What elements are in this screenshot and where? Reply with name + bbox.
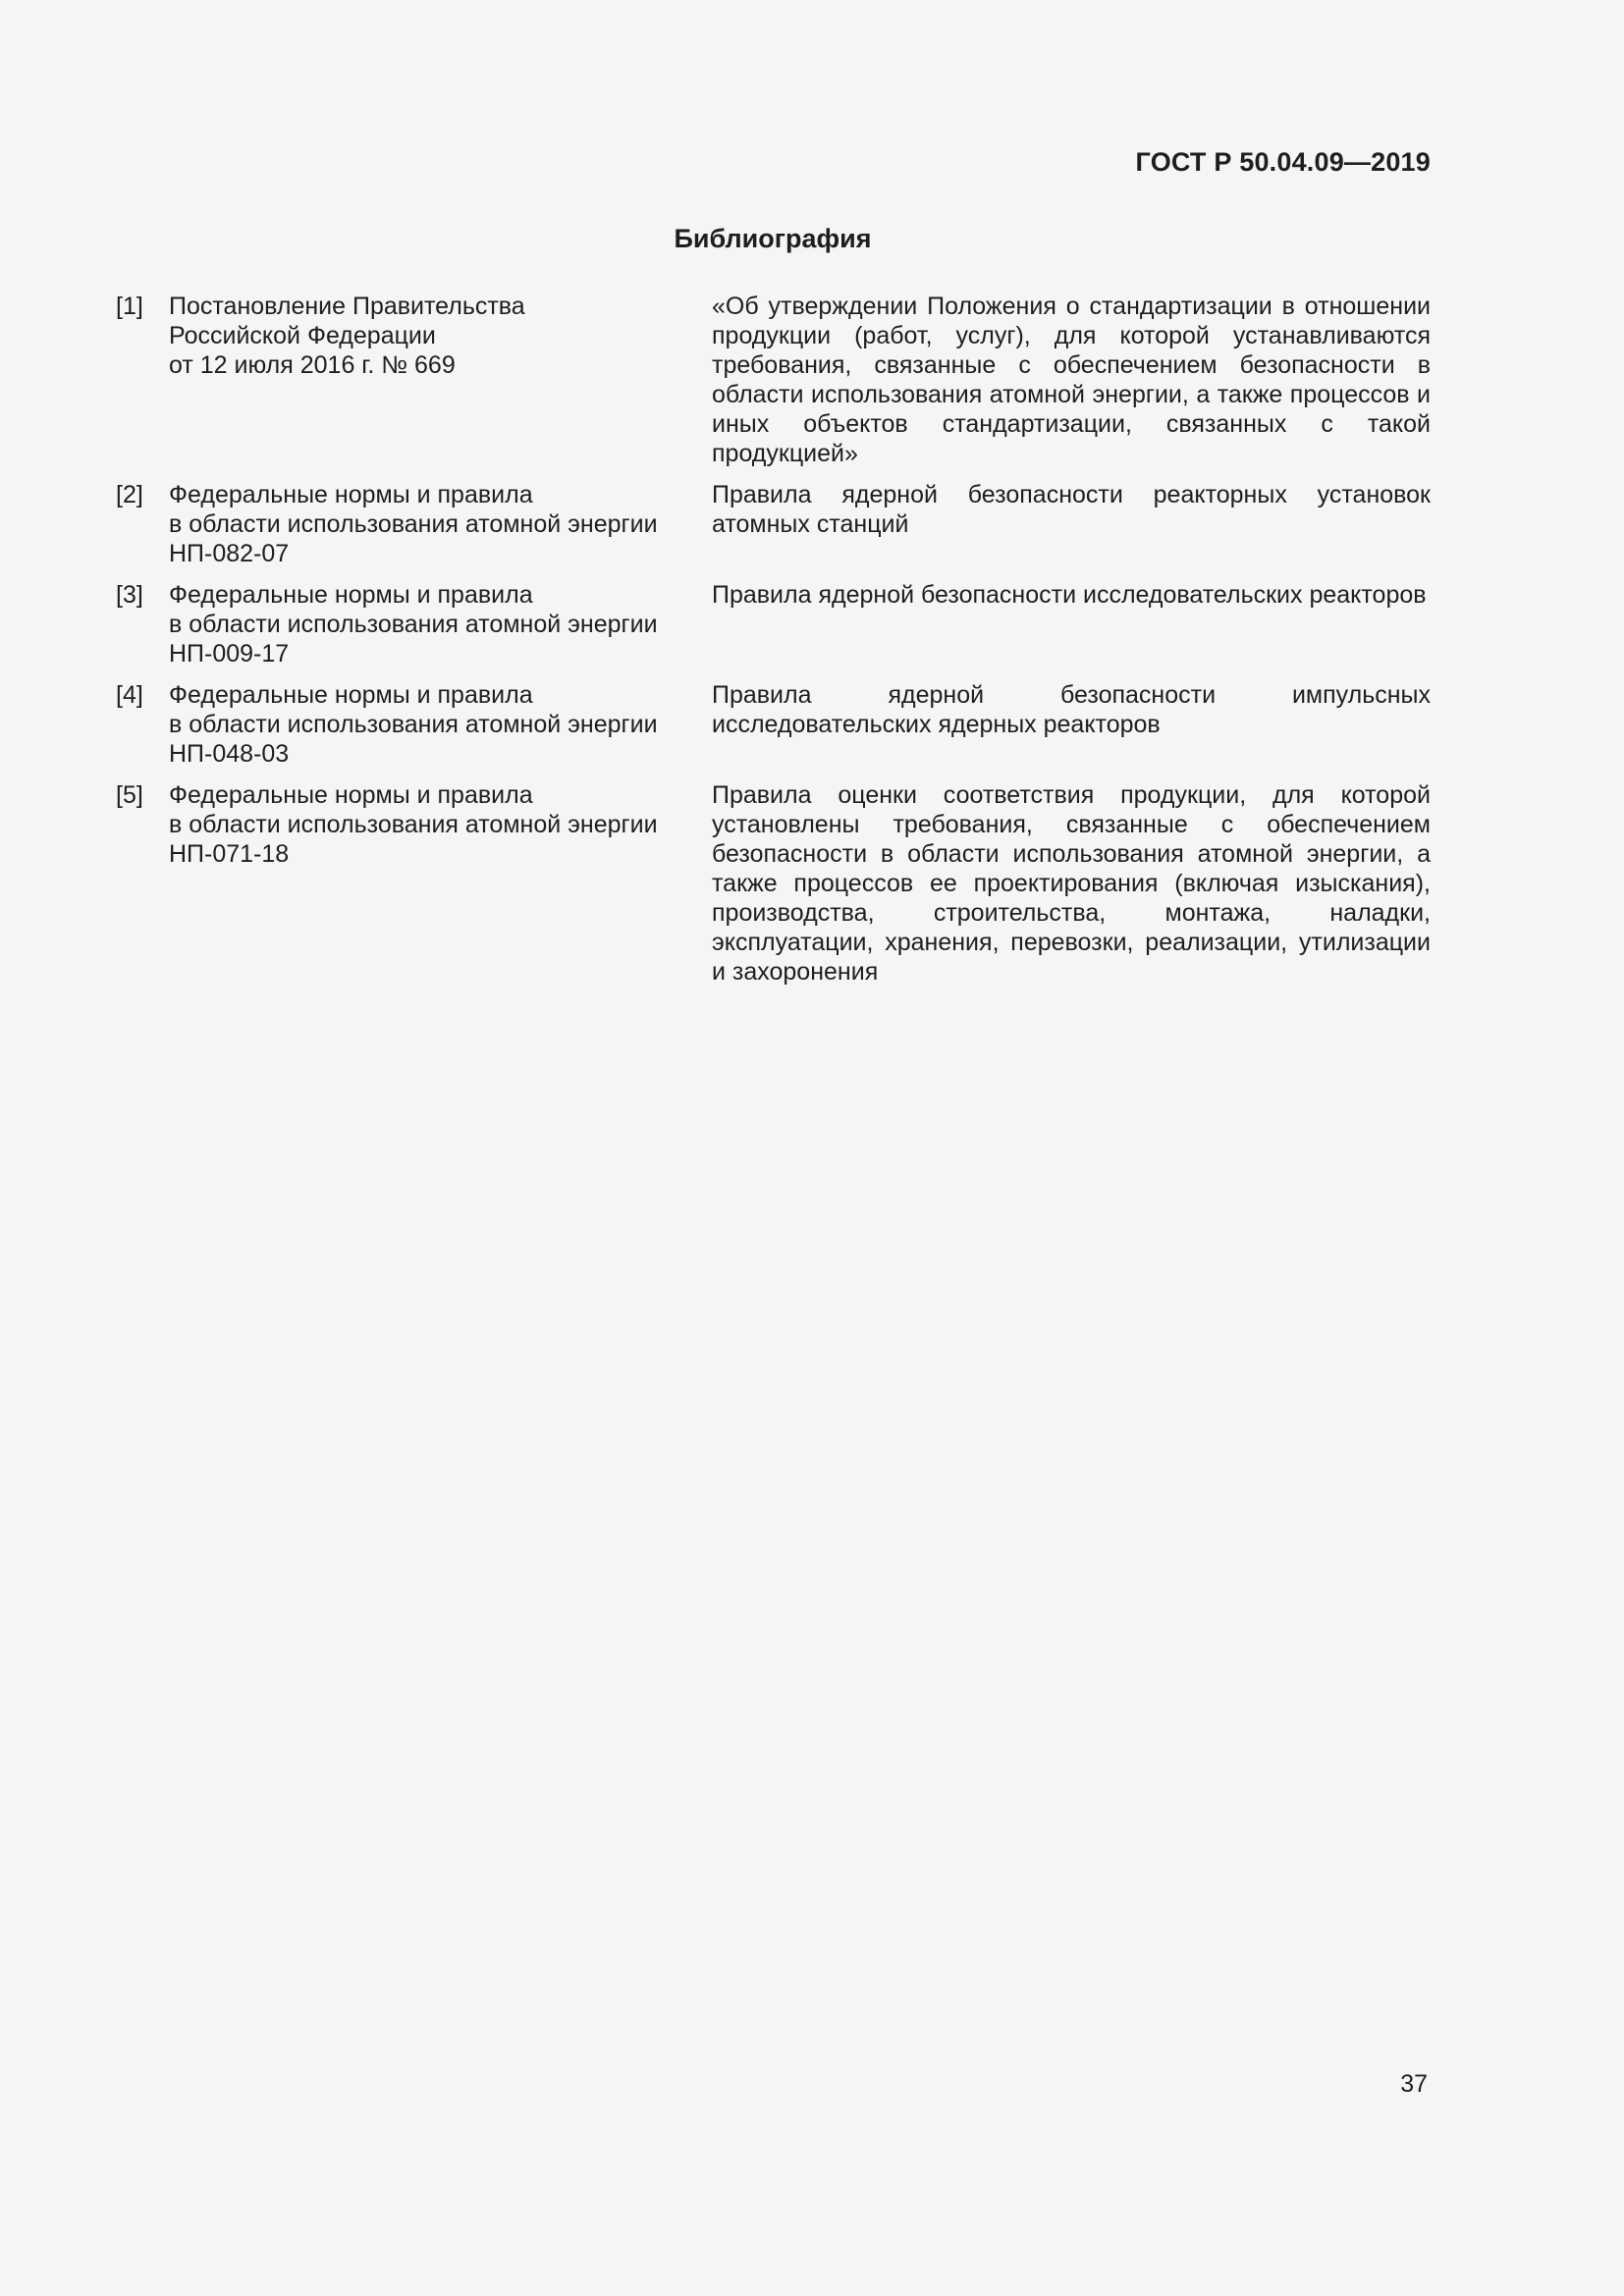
bibliography-list — [116, 292, 1431, 998]
entry-number: [4] — [116, 681, 143, 709]
section-title: Библиография — [674, 224, 872, 253]
entry-number: [2] — [116, 481, 143, 508]
entry-number: [3] — [116, 581, 143, 609]
bibliography-entry — [116, 580, 1431, 668]
entry-number: [5] — [116, 781, 143, 809]
entry-description: Правила ядерной безопасности импульсных исследовательских ядерных реакторов — [712, 681, 1431, 738]
entry-source: Постановление Правительства Российской Федерации от 12 июля 2016 г. № 669 — [169, 293, 525, 379]
page-number: 37 — [1400, 2070, 1428, 2098]
entry-source: Федеральные нормы и правила в области использования атомной энергии НП-048-03 — [169, 681, 658, 768]
document-code: ГОСТ Р 50.04.09—2019 — [1135, 147, 1431, 177]
entry-description: Правила ядерной безопасности реакторных установок атомных станций — [712, 481, 1431, 538]
bibliography-entry — [116, 780, 1431, 987]
entry-description: Правила оценки соответствия продукции, для которой установлены требования, связанные с обеспечением безопасности в области использования атомной энергии, а также процессов ее проектирования (включая изыскания), производства, строительства, монтажа, наладки, эксплуатации, хранения, перевозки, реализации, утилизации и захоронения — [712, 781, 1431, 986]
bibliography-entry — [116, 292, 1431, 468]
entry-description: «Об утверждении Положения о стандартизации в отношении продукции (работ, услуг), для которой устанавливаются требования, связанные с обеспечением безопасности в области использования атомной энергии, а также процессов и иных объектов стандартизации, связанных с такой продукцией» — [712, 293, 1431, 467]
entry-source: Федеральные нормы и правила в области использования атомной энергии НП-082-07 — [169, 481, 658, 567]
entry-source: Федеральные нормы и правила в области использования атомной энергии НП-009-17 — [169, 581, 658, 667]
entry-source: Федеральные нормы и правила в области использования атомной энергии НП-071-18 — [169, 781, 658, 868]
entry-number: [1] — [116, 293, 143, 320]
bibliography-entry — [116, 480, 1431, 568]
entry-description: Правила ядерной безопасности исследовательских реакторов — [712, 581, 1427, 609]
bibliography-entry — [116, 680, 1431, 769]
